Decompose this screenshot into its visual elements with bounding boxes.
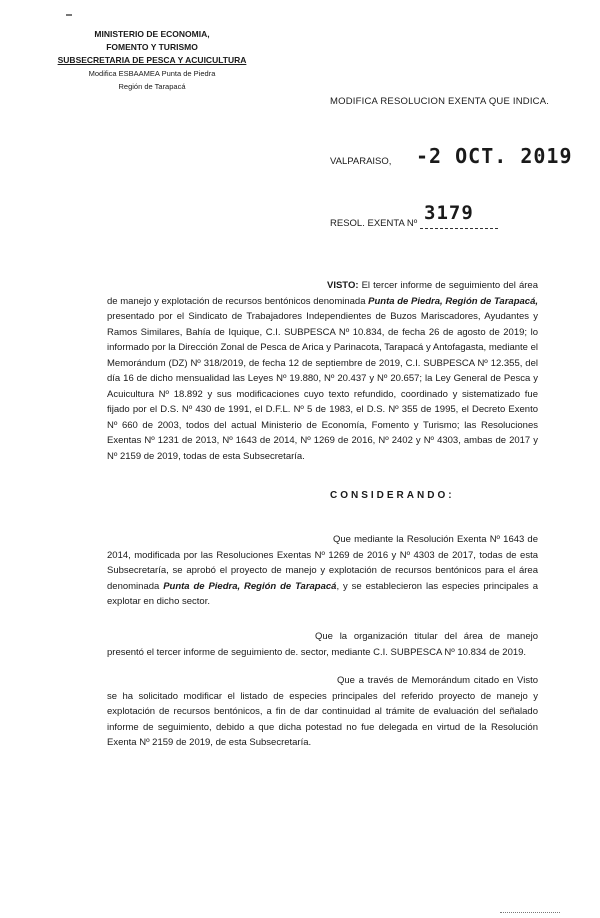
visto-area-name: Punta de Piedra, Región de Tarapacá,: [368, 295, 538, 307]
para1-area-name: Punta de Piedra, Región de Tarapacá: [163, 580, 337, 592]
letterhead: [52, 28, 252, 93]
ministry-name-cont: FOMENTO Y TURISMO: [106, 42, 198, 52]
place-label: VALPARAISO,: [330, 156, 392, 167]
visto-label: VISTO:: [327, 280, 359, 291]
footer-mark: [500, 910, 560, 913]
resolution-label: RESOL. EXENTA Nº: [330, 218, 418, 229]
para1-text-a: Que mediante la Resolución Exenta Nº 1643 de 2014, modificada por las Resoluciones Exentas Nº 1269 de 2016 y Nº 4303 de 2017, todas de esta Subsecretaría, se aprobó el proyecto de manejo y explotación de recursos bentónicos para el área denominada: [107, 534, 538, 592]
visto-text-a: El tercer informe de seguimiento del área de manejo y explotación de recursos bentónicos denominada: [107, 280, 538, 307]
reference-line: Modifica ESBAAMEA Punta de Piedra: [88, 69, 216, 78]
visto-text-b: presentado por el Sindicato de Trabajadores Independientes de Buzos Mariscadores, Ayudantes y Ramos Similares, Bahía de Iquique, C.I. SUBPESCA Nº 10.834, de fecha 26 de agosto de 2019; lo informado por la Dirección Zonal de Pesca de Arica y Parinacota, Tarapacá y Antofagasta, mediante el Memorándum (DZ) Nº 318/2019, de fecha 12 de septiembre de 2019, C.I. SUBPESCA Nº 12.355, del día 16 de dicho mensualidad las Leyes Nº 19.880, Nº 20.437 y Nº 20.657; la Ley General de Pesca y Acuicultura Nº 18.892 y sus modificaciones cuyo texto refundido, coordinado y sistematizado fue fijado por el D.S. Nº 430 de 1991, el D.F.L. Nº 5 de 1983, el D.S. Nº 355 de 1995, el Decreto Exento Nº 660 de 2003, todos del actual Ministerio de Economía, Fomento y Turismo; las Resoluciones Exentas Nº 1231 de 2013, Nº 1643 de 2014, Nº 1269 de 2016, Nº 2402 y Nº 4303, ambas de 2017 y Nº 2159 de 2019, todas de esta Subsecretaría.: [107, 311, 538, 462]
considerando-paragraph-3: [107, 673, 538, 751]
date-stamp: -2 OCT. 2019: [416, 144, 573, 168]
para3-text: Que a través de Memorándum citado en Visto se ha solicitado modificar el listado de especies principales del referido proyecto de manejo y explotación de recursos bentónicos, a fin de dar continuidad al trámite de evaluación del señalado informe de seguimiento, debido a que dicha potestad no fue delegada en virtud de la Resolución Exenta Nº 2159 de 2019, de esta Subsecretaría.: [107, 675, 538, 748]
region-line: Región de Tarapacá: [118, 82, 186, 91]
considerando-heading: CONSIDERANDO:: [330, 490, 455, 501]
scan-mark: [66, 14, 72, 16]
considerando-paragraph-1: [107, 532, 538, 610]
subsecretaria-name: SUBSECRETARIA DE PESCA Y ACUICULTURA: [57, 55, 247, 65]
considerando-paragraph-2: [107, 629, 538, 660]
para2-text: Que la organización titular del área de manejo presentó el tercer informe de seguimiento de. sector, mediante C.I. SUBPESCA Nº 10.834 de 2019.: [107, 631, 538, 658]
visto-paragraph: [107, 278, 538, 464]
resolution-number-line: [420, 228, 498, 229]
resolution-subject: MODIFICA RESOLUCION EXENTA QUE INDICA.: [330, 96, 550, 107]
ministry-name: MINISTERIO DE ECONOMIA,: [94, 29, 210, 39]
resolution-number: 3179: [424, 202, 474, 224]
para1-text-b: , y se establecieron las especies principales a explotar en dicho sector.: [107, 580, 538, 607]
